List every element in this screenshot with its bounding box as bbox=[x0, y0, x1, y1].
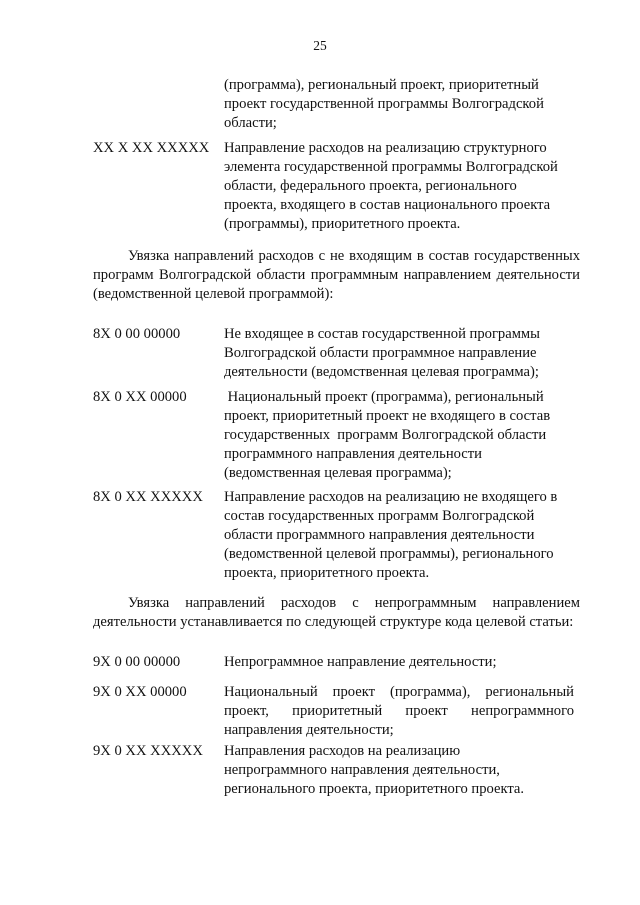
code-description: Национальный проект (программа), региональный проект, приоритетный проект не входящего в состав государственных программ Волгоградской области программного направления деятельности (ведомственная целевая программа); bbox=[224, 389, 551, 481]
code-value: 8X 0 XX 00000 bbox=[93, 389, 187, 405]
code-value: XX X XX XXXXX bbox=[93, 140, 210, 156]
code-value: 9X 0 XX XXXXX bbox=[93, 743, 203, 759]
code-description: Национальный проект (программа), региональный проект, приоритетный проект непрограммного направления деятельности; bbox=[224, 684, 574, 738]
page-number: 25 bbox=[313, 38, 327, 53]
code-value: 9X 0 00 00000 bbox=[93, 654, 181, 670]
continuation-text: (программа), региональный проект, приоритетный проект государственной программы Волгоградской области; bbox=[224, 77, 544, 131]
code-description: Направление расходов на реализацию не входящего в состав государственных программ Волгоградской области программного направления деятельности (ведомственной целевой программы), регионального проекта, приоритетного проекта. bbox=[224, 489, 558, 581]
code-description: Направления расходов на реализацию непрограммного направления деятельности, регионального проекта, приоритетного проекта. bbox=[224, 743, 525, 797]
section-paragraph: Увязка направлений расходов с не входящим в состав государственных программ Волгоградской области программным направлением деятельности (ведомственной целевой программой): bbox=[93, 248, 580, 302]
code-description: Непрограммное направление деятельности; bbox=[224, 654, 497, 670]
code-description: Не входящее в состав государственной программы Волгоградской области программное направление деятельности (ведомственная целевая программа); bbox=[224, 326, 540, 380]
code-value: 9X 0 XX 00000 bbox=[93, 684, 187, 700]
code-description: Направление расходов на реализацию структурного элемента государственной программы Волгоградской области, федерального проекта, регионального проекта, входящего в состав национального проекта (программы), приоритетного проекта. bbox=[224, 140, 558, 232]
code-value: 8X 0 00 00000 bbox=[93, 326, 181, 342]
code-value: 8X 0 XX XXXXX bbox=[93, 489, 203, 505]
section-paragraph: Увязка направлений расходов с непрограммным направлением деятельности устанавливается по следующей структуре кода целевой статьи: bbox=[93, 595, 580, 630]
